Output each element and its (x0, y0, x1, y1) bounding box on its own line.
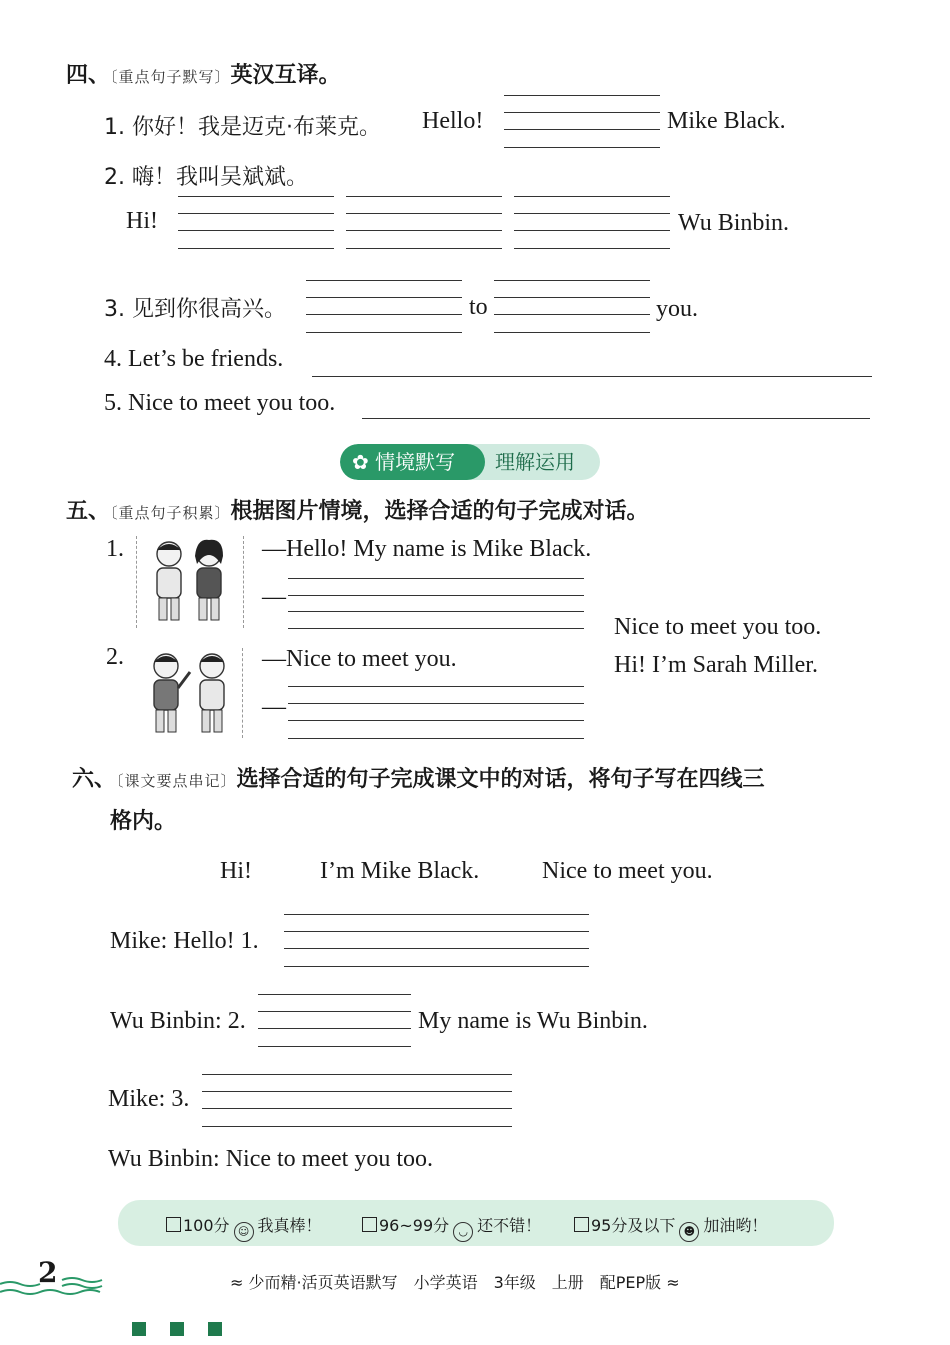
q5-text: 5. Nice to meet you too. (104, 390, 336, 416)
s5-option-2: Hi! I’m Sarah Miller. (614, 652, 818, 678)
banner-left (340, 444, 485, 480)
q3-chinese (104, 292, 286, 323)
section6-heading (72, 762, 765, 793)
q2-chinese-text: 嗨！我叫吴斌斌。 (132, 165, 309, 190)
q2-chinese (104, 160, 308, 191)
checkbox-a[interactable] (166, 1217, 181, 1232)
s6-line-2: Wu Binbin: 2. (110, 1008, 246, 1034)
q1-hello: Hello! (422, 108, 484, 134)
q3-answer-lines-1[interactable] (306, 280, 462, 332)
score-c-tail: 加油哟！ (703, 1216, 768, 1235)
score-b-tail: 还不错！ (477, 1216, 542, 1235)
section5-heading (66, 494, 649, 525)
q3-to: to (469, 294, 488, 320)
cheer-face-icon: ☻ (679, 1222, 699, 1242)
section-banner (340, 444, 600, 480)
checkbox-c[interactable] (574, 1217, 589, 1232)
q1-number: 1. (104, 115, 125, 140)
d2-line: —Nice to meet you. (262, 646, 457, 672)
s6-answer-lines-2[interactable] (258, 994, 411, 1046)
section5-number: 五、 (66, 499, 111, 524)
q5-answer-line[interactable] (362, 418, 870, 419)
banner-right-label: 理解运用 (495, 450, 575, 474)
footer-square-1 (132, 1322, 146, 1336)
score-option-c[interactable] (574, 1213, 767, 1242)
section6-title-1: 选择合适的句子完成课文中的对话，将句子写在四线三 (236, 767, 765, 792)
s6-option-3: Nice to meet you. (542, 858, 713, 884)
section6-number: 六、 (72, 767, 117, 792)
score-a-label: 100分 (183, 1216, 230, 1235)
s6-line-3: Mike: 3. (108, 1086, 190, 1112)
kids-illustration-1 (137, 536, 243, 628)
d2-picture (136, 648, 243, 738)
d2-number: 2. (106, 644, 124, 670)
d2-answer-lines[interactable] (288, 686, 584, 738)
kids-illustration-2 (136, 648, 242, 738)
q2-answer-lines-2[interactable] (346, 196, 502, 248)
thumbs-up-face-icon: ☺ (234, 1222, 254, 1242)
q2-answer-lines-3[interactable] (514, 196, 670, 248)
q3-chinese-text: 见到你很高兴。 (132, 297, 287, 322)
footer-square-2 (170, 1322, 184, 1336)
q1-chinese-text: 你好！我是迈克·布莱克。 (132, 115, 381, 140)
smile-face-icon: ◡ (453, 1222, 473, 1242)
q4-answer-line[interactable] (312, 376, 872, 377)
s6-line-1: Mike: Hello! 1. (110, 928, 259, 954)
s5-option-1: Nice to meet you too. (614, 614, 822, 640)
s6-option-2: I’m Mike Black. (320, 858, 480, 884)
section6-title-2: 格内。 (110, 809, 177, 834)
score-a-tail: 我真棒！ (257, 1216, 322, 1235)
medal-icon: ✿ (352, 450, 369, 474)
section5-title: 根据图片情境，选择合适的句子完成对话。 (230, 499, 649, 524)
q1-chinese (104, 110, 381, 141)
q2-hi: Hi! (126, 208, 158, 234)
q3-answer-lines-2[interactable] (494, 280, 650, 332)
d1-number: 1. (106, 536, 124, 562)
section5-tag: 〔重点句子积累〕 (110, 504, 231, 522)
score-option-a[interactable] (166, 1213, 322, 1242)
q2-number: 2. (104, 165, 125, 190)
section6-tag: 〔课文要点串记〕 (116, 772, 237, 790)
q2-tail: Wu Binbin. (678, 210, 790, 236)
q3-you: you. (656, 296, 698, 322)
score-bar (118, 1200, 834, 1246)
banner-left-label: 情境默写 (375, 450, 456, 474)
q1-tail: Mike Black. (667, 108, 786, 134)
footer-square-3 (208, 1322, 222, 1336)
q3-number: 3. (104, 297, 125, 322)
s6-answer-lines-3[interactable] (202, 1074, 512, 1126)
section4-tag: 〔重点句子默写〕 (110, 68, 231, 86)
section4-number: 四、 (66, 63, 111, 88)
s6-line-4: Wu Binbin: Nice to meet you too. (108, 1146, 433, 1172)
q1-answer-lines[interactable] (504, 95, 660, 147)
q2-answer-lines-1[interactable] (178, 196, 334, 248)
section4-heading (66, 58, 341, 89)
s6-answer-lines-1[interactable] (284, 914, 589, 966)
d1-answer-lines[interactable] (288, 578, 584, 628)
q4-text: 4. Let’s be friends. (104, 346, 284, 372)
d1-line: —Hello! My name is Mike Black. (262, 536, 592, 562)
score-b-label: 96~99分 (379, 1216, 450, 1235)
s6-line-2-tail: My name is Wu Binbin. (418, 1008, 648, 1034)
footer-text: ≈ 少而精·活页英语默写 小学英语 3年级 上册 配PEP版 ≈ (230, 1273, 680, 1292)
score-option-b[interactable] (362, 1213, 541, 1242)
checkbox-b[interactable] (362, 1217, 377, 1232)
d2-dash: — (262, 694, 286, 720)
score-c-label: 95分及以下 (591, 1216, 676, 1235)
section4-title: 英汉互译。 (230, 63, 341, 88)
page-number: 2 (38, 1256, 58, 1289)
d1-dash: — (262, 584, 286, 610)
s6-option-1: Hi! (220, 858, 252, 884)
d1-picture (136, 536, 244, 628)
